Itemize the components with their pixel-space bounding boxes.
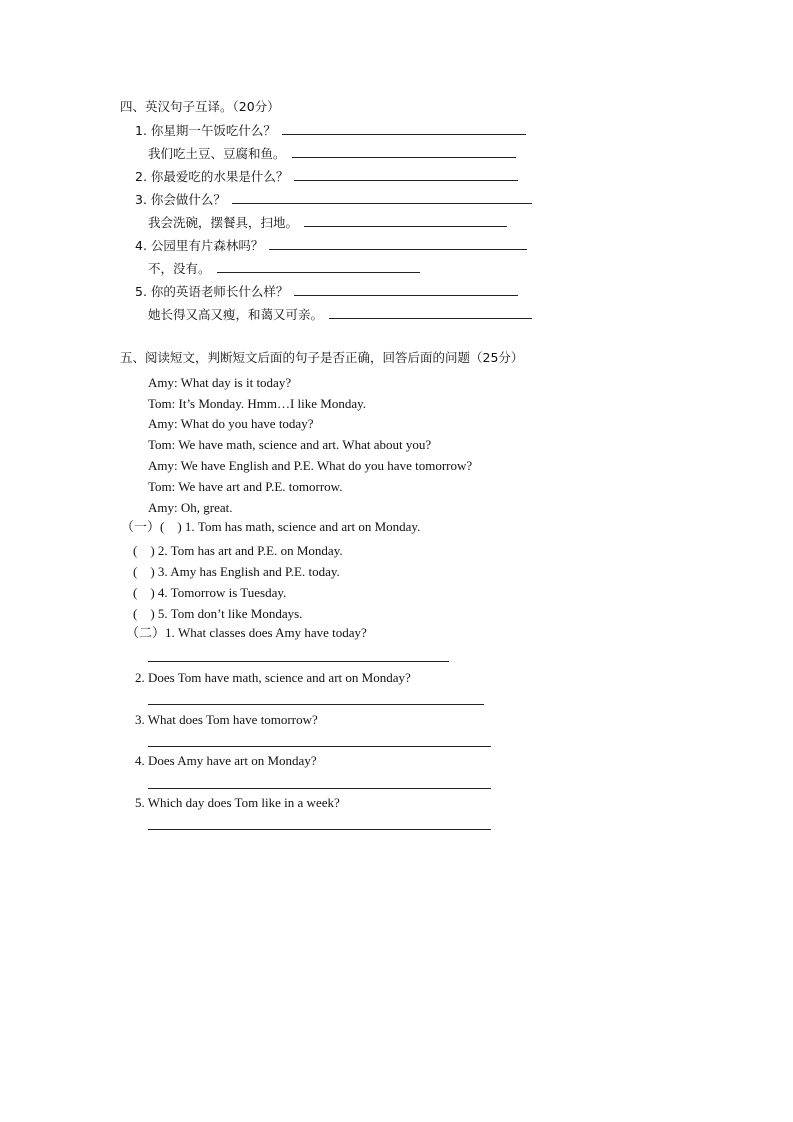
s4-item-4b-text: 不，没有。: [148, 261, 211, 276]
s4-item-1b: [148, 145, 516, 162]
answer-line[interactable]: [148, 788, 491, 789]
judgement-item: ( ) 2. Tom has art and P.E. on Monday.: [133, 543, 343, 558]
answer-blank[interactable]: [217, 260, 420, 273]
s4-item-4-text: 公园里有片森林吗？: [150, 238, 264, 253]
s4-item-3-num: 3.: [135, 192, 147, 207]
s4-item-4b: [148, 260, 420, 277]
s4-item-5b: [148, 306, 532, 323]
dialogue-line: Tom: It’s Monday. Hmm…I like Monday.: [148, 396, 367, 411]
s4-item-3b-text: 我会洗碗，摆餐具，扫地。: [148, 215, 299, 230]
s4-item-5: [135, 283, 518, 300]
dialogue-line: Amy: Oh, great.: [148, 500, 233, 515]
s4-item-4-num: 4.: [135, 238, 147, 253]
s4-item-5-text: 你的英语老师长什么样？: [150, 284, 289, 299]
question-item: 3. What does Tom have tomorrow?: [135, 712, 318, 727]
answer-blank[interactable]: [232, 191, 532, 204]
answer-line[interactable]: [148, 704, 484, 705]
answer-blank[interactable]: [329, 306, 532, 319]
s4-item-2: [135, 168, 518, 185]
answer-blank[interactable]: [294, 283, 518, 296]
dialogue-line: Tom: We have math, science and art. What about you?: [148, 437, 432, 452]
question-item: 2. Does Tom have math, science and art on Monday?: [135, 670, 411, 685]
answer-line[interactable]: [148, 829, 491, 830]
answer-blank[interactable]: [292, 145, 516, 158]
s4-item-1-text: 你星期一午饭吃什么？: [150, 123, 276, 138]
answer-blank[interactable]: [304, 214, 507, 227]
answer-line[interactable]: [148, 746, 491, 747]
s4-item-1-num: 1.: [135, 123, 147, 138]
s4-item-1: [135, 122, 526, 139]
s4-item-2-text: 你最爱吃的水果是什么？: [150, 169, 289, 184]
dialogue-line: Amy: We have English and P.E. What do you have tomorrow?: [148, 458, 473, 473]
s4-item-3: [135, 191, 532, 208]
answer-blank[interactable]: [269, 237, 527, 250]
answer-line[interactable]: [148, 661, 449, 662]
question-item: 4. Does Amy have art on Monday?: [135, 753, 317, 768]
part2-label: （二）1. What classes does Amy have today?: [126, 625, 367, 640]
s4-item-5-num: 5.: [135, 284, 147, 299]
section4-title: 四、英汉句子互译。（20分）: [120, 99, 280, 114]
judgement-item: ( ) 5. Tom don’t like Mondays.: [133, 606, 303, 621]
judgement-item: ( ) 3. Amy has English and P.E. today.: [133, 564, 340, 579]
answer-blank[interactable]: [294, 168, 518, 181]
judgement-item: ( ) 4. Tomorrow is Tuesday.: [133, 585, 287, 600]
s4-item-4: [135, 237, 527, 254]
s4-item-5b-text: 她长得又高又瘦，和蔼又可亲。: [148, 307, 324, 322]
answer-blank[interactable]: [282, 122, 526, 135]
s4-item-2-num: 2.: [135, 169, 147, 184]
dialogue-line: Amy: What day is it today?: [148, 375, 292, 390]
question-item: 5. Which day does Tom like in a week?: [135, 795, 340, 810]
section5-title: 五、阅读短文，判断短文后面的句子是否正确，回答后面的问题（25分）: [120, 350, 524, 365]
part1-label: （一）( ) 1. Tom has math, science and art on Monday.: [121, 519, 421, 534]
dialogue-line: Amy: What do you have today?: [148, 416, 314, 431]
s4-item-1b-text: 我们吃土豆、豆腐和鱼。: [148, 146, 286, 161]
s4-item-3-text: 你会做什么？: [150, 192, 226, 207]
dialogue-line: Tom: We have art and P.E. tomorrow.: [148, 479, 343, 494]
s4-item-3b: [148, 214, 507, 231]
